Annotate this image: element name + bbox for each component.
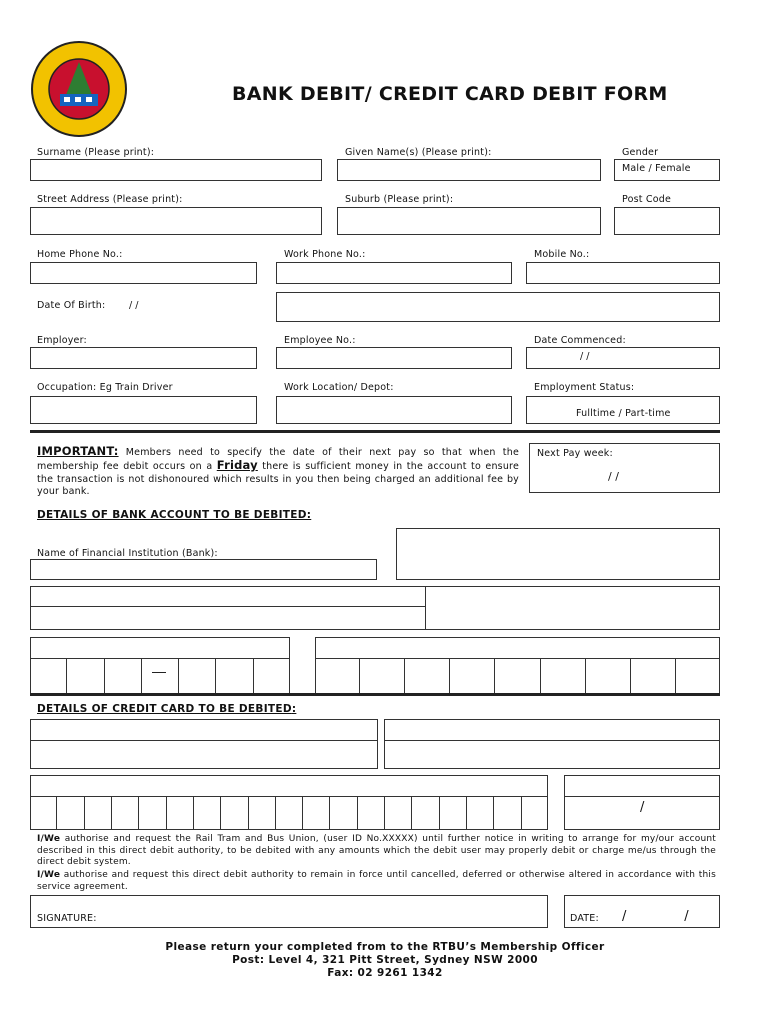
card-cell[interactable] xyxy=(249,797,276,830)
account-cell[interactable] xyxy=(586,659,631,695)
signature-label: SIGNATURE: xyxy=(37,913,97,924)
card-name-field[interactable] xyxy=(384,719,720,769)
work-location-field[interactable] xyxy=(276,396,512,424)
authorise-p2-bold: I/We xyxy=(37,870,61,880)
suburb-label: Suburb (Please print): xyxy=(345,194,454,205)
home-phone-label: Home Phone No.: xyxy=(37,249,123,260)
authorise-paragraph-2 xyxy=(37,870,716,893)
card-cell[interactable] xyxy=(194,797,221,830)
bsb-digit-cells[interactable] xyxy=(30,658,290,695)
bsb-cell[interactable] xyxy=(30,659,67,695)
card-cell[interactable] xyxy=(522,797,548,830)
date-commenced-slashes: / / xyxy=(580,351,590,362)
card-cell[interactable] xyxy=(385,797,412,830)
bsb-cell[interactable] xyxy=(179,659,216,695)
card-cell[interactable] xyxy=(30,797,57,830)
account-cell[interactable] xyxy=(541,659,586,695)
date-commenced-label: Date Commenced: xyxy=(534,335,626,346)
date-slashes: / / xyxy=(622,909,689,924)
card-section-heading xyxy=(37,703,296,715)
card-cell[interactable] xyxy=(303,797,330,830)
date-label: DATE: xyxy=(570,913,599,924)
street-field[interactable] xyxy=(30,207,322,235)
employee-no-field[interactable] xyxy=(276,347,512,369)
bsb-cell[interactable] xyxy=(142,659,179,695)
dob-label: Date Of Birth: xyxy=(37,300,106,311)
union-logo xyxy=(30,40,128,138)
account-name-vline xyxy=(425,586,426,630)
authorise-paragraph-1 xyxy=(37,834,716,869)
account-cell[interactable] xyxy=(360,659,405,695)
form-title: BANK DEBIT/ CREDIT CARD DEBIT FORM xyxy=(232,83,668,105)
signature-field[interactable] xyxy=(30,895,548,928)
important-text-b: there is sufficient money in the account to ensure the transaction is not dishonoured which results in you then being charged an additional fee by your bank. xyxy=(37,461,519,497)
footer-post: Post: Level 4, 321 Pitt Street, Sydney NSW 2000 xyxy=(232,954,538,966)
given-name-label: Given Name(s) (Please print): xyxy=(345,147,492,158)
work-phone-label: Work Phone No.: xyxy=(284,249,366,260)
card-cell[interactable] xyxy=(440,797,467,830)
occupation-field[interactable] xyxy=(30,396,257,424)
card-number-cells[interactable] xyxy=(30,796,548,830)
bank-section-heading: DETAILS OF BANK ACCOUNT TO BE DEBITED: xyxy=(37,509,312,521)
occupation-label: Occupation: Eg Train Driver xyxy=(37,382,173,393)
card-cell[interactable] xyxy=(85,797,112,830)
card-cell[interactable] xyxy=(57,797,84,830)
surname-field[interactable] xyxy=(30,159,322,181)
gender-options: Male / Female xyxy=(622,163,691,174)
card-name-divider xyxy=(384,740,720,741)
authorise-p1-text: authorise and request the Rail Tram and Bus Union, (user ID No.XXXXX) until further notice in writing to arrange for my/our account described in this direct debit authority, to be debited with any amounts which the debit user may properly debit or charge me/us through the direct debit system. xyxy=(37,834,716,867)
important-text-a: Members need to specify the date of their next pay so that when the membership fee debit occurs on a xyxy=(37,447,519,473)
postcode-label: Post Code xyxy=(622,194,672,205)
important-heading: IMPORTANT: xyxy=(37,444,119,458)
account-cell[interactable] xyxy=(631,659,676,695)
employer-field[interactable] xyxy=(30,347,257,369)
branch-field[interactable] xyxy=(396,528,720,580)
card-cell[interactable] xyxy=(494,797,521,830)
account-name-divider xyxy=(30,606,425,607)
important-friday: Friday xyxy=(216,458,258,473)
expiry-slash: / xyxy=(640,800,645,815)
authorise-p2-text: authorise and request this direct debit authority to remain in force until cancelled, deferred or otherwise altered in accordance with this service agreement. xyxy=(37,870,716,892)
important-notice xyxy=(37,445,519,498)
card-cell[interactable] xyxy=(276,797,303,830)
mobile-field[interactable] xyxy=(526,262,720,284)
account-number-cells[interactable] xyxy=(315,658,720,695)
authorise-p1-bold: I/We xyxy=(37,834,61,844)
card-cell[interactable] xyxy=(330,797,357,830)
institution-label: Name of Financial Institution (Bank): xyxy=(37,548,218,559)
bsb-dash xyxy=(152,672,166,673)
card-heading-text: DETAILS OF CREDIT CARD TO BE DEBITED xyxy=(37,703,292,715)
card-type-field[interactable] xyxy=(30,719,378,769)
employer-label: Employer: xyxy=(37,335,87,346)
home-phone-field[interactable] xyxy=(30,262,257,284)
account-cell[interactable] xyxy=(450,659,495,695)
work-phone-field[interactable] xyxy=(276,262,512,284)
dob-slashes: / / xyxy=(129,300,139,311)
institution-field[interactable] xyxy=(30,559,377,580)
employment-options: Fulltime / Part-time xyxy=(576,408,671,419)
card-cell[interactable] xyxy=(221,797,248,830)
bsb-cell[interactable] xyxy=(216,659,253,695)
section-divider xyxy=(30,693,720,696)
card-cell[interactable] xyxy=(139,797,166,830)
next-pay-label: Next Pay week: xyxy=(537,448,613,459)
bsb-cell[interactable] xyxy=(105,659,142,695)
work-location-label: Work Location/ Depot: xyxy=(284,382,394,393)
given-name-field[interactable] xyxy=(337,159,601,181)
gender-label: Gender xyxy=(622,147,659,158)
employment-status-label: Employment Status: xyxy=(534,382,635,393)
postcode-field[interactable] xyxy=(614,207,720,235)
card-type-divider xyxy=(30,740,378,741)
date-commenced-field[interactable] xyxy=(526,347,720,369)
card-cell[interactable] xyxy=(412,797,439,830)
card-cell[interactable] xyxy=(112,797,139,830)
street-label: Street Address (Please print): xyxy=(37,194,183,205)
expiry-divider xyxy=(564,796,720,797)
employee-no-label: Employee No.: xyxy=(284,335,356,346)
card-heading-colon: : xyxy=(291,703,297,715)
footer-fax: Fax: 02 9261 1342 xyxy=(327,967,443,979)
account-cell[interactable] xyxy=(405,659,450,695)
email-field[interactable] xyxy=(276,292,720,322)
account-cell[interactable] xyxy=(676,659,720,695)
card-cell[interactable] xyxy=(358,797,385,830)
account-cell[interactable] xyxy=(315,659,360,695)
mobile-label: Mobile No.: xyxy=(534,249,590,260)
bsb-cell[interactable] xyxy=(254,659,290,695)
section-divider xyxy=(30,430,720,433)
suburb-field[interactable] xyxy=(337,207,601,235)
card-cell[interactable] xyxy=(167,797,194,830)
account-cell[interactable] xyxy=(495,659,540,695)
card-cell[interactable] xyxy=(467,797,494,830)
account-name-field[interactable] xyxy=(30,586,720,630)
next-pay-slashes: / / xyxy=(608,470,619,483)
surname-label: Surname (Please print): xyxy=(37,147,155,158)
bsb-cell[interactable] xyxy=(67,659,104,695)
footer-return: Please return your completed from to the RTBU’s Membership Officer xyxy=(165,941,605,953)
